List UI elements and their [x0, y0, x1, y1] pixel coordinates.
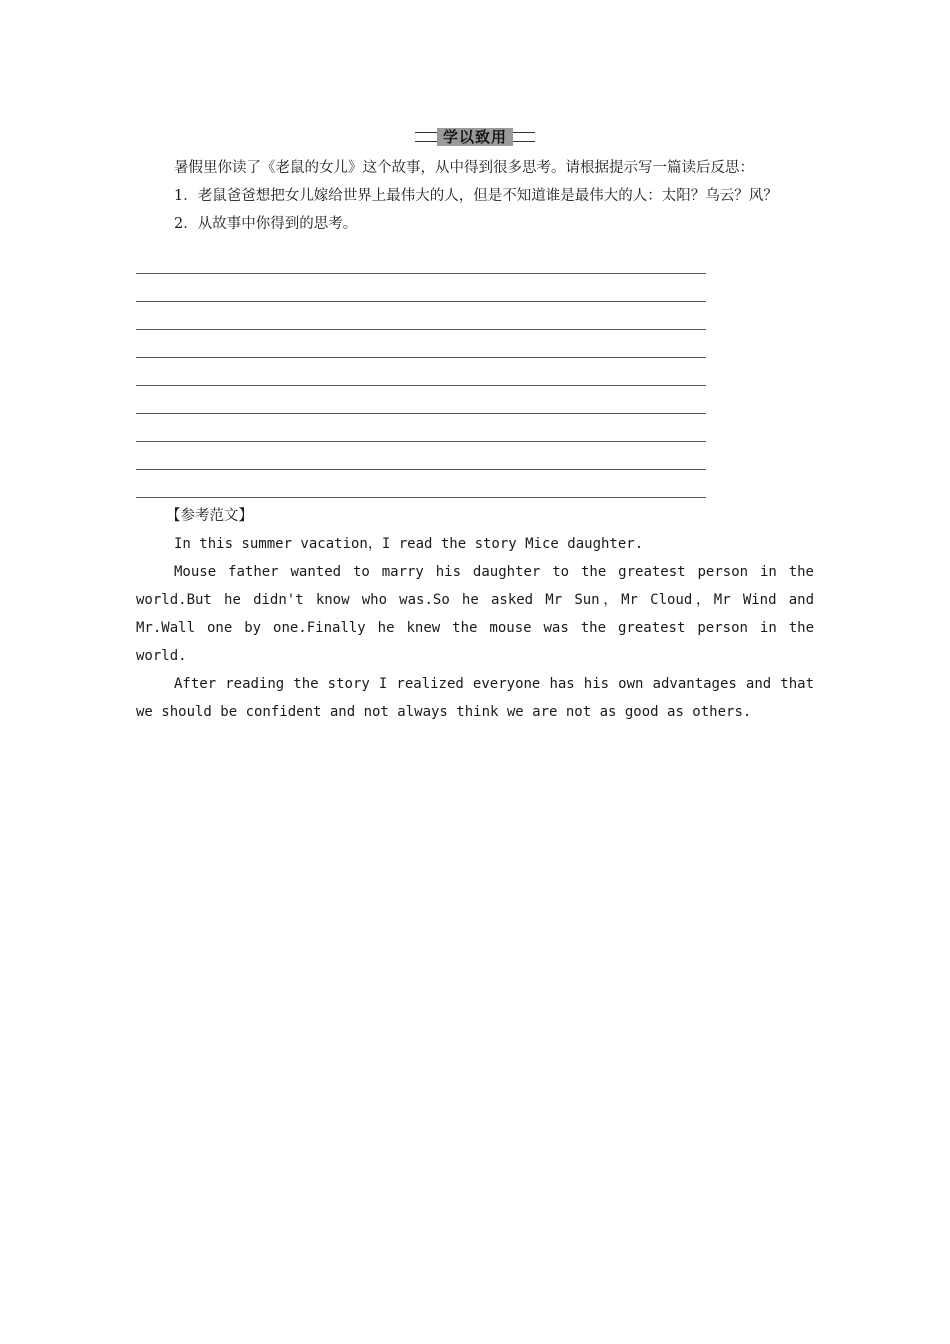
section-title-banner — [415, 128, 535, 146]
answer-line[interactable] — [136, 442, 706, 470]
reference-paragraph-1: In this summer vacation，I read the story Mice daughter. — [174, 536, 644, 552]
reference-paragraph-2: Mouse father wanted to marry his daughter to the greatest person in the world.But he didn't know who was.So he asked Mr Sun，Mr Cloud，Mr Wind and Mr.Wall one by one.Finally he knew the mouse was the greatest person in the world. — [136, 564, 814, 664]
banner-decoration-left — [415, 132, 437, 142]
answer-line[interactable] — [136, 302, 706, 330]
banner-decoration-right — [513, 132, 535, 142]
prompt-intro: 暑假里你读了《老鼠的女儿》这个故事，从中得到很多思考。请根据提示写一篇读后反思： — [174, 160, 754, 176]
answer-line[interactable] — [136, 330, 706, 358]
answer-line[interactable] — [136, 414, 706, 442]
reference-title: 【参考范文】 — [166, 508, 253, 524]
answer-line[interactable] — [136, 386, 706, 414]
answer-line[interactable] — [136, 274, 706, 302]
prompt-point-1: 1．老鼠爸爸想把女儿嫁给世界上最伟大的人，但是不知道谁是最伟大的人：太阳？乌云？风？ — [174, 188, 778, 204]
reference-paragraph-3: After reading the story I realized everyone has his own advantages and that we should be confident and not always think we are not as good as others. — [136, 676, 814, 720]
section-header — [136, 124, 814, 150]
section-title: 学以致用 — [437, 128, 513, 146]
answer-line[interactable] — [136, 358, 706, 386]
worksheet-page — [136, 124, 814, 726]
answer-writing-area[interactable] — [136, 246, 706, 498]
answer-line[interactable] — [136, 470, 706, 498]
answer-line[interactable] — [136, 246, 706, 274]
prompt-point-2: 2．从故事中你得到的思考。 — [174, 216, 358, 232]
